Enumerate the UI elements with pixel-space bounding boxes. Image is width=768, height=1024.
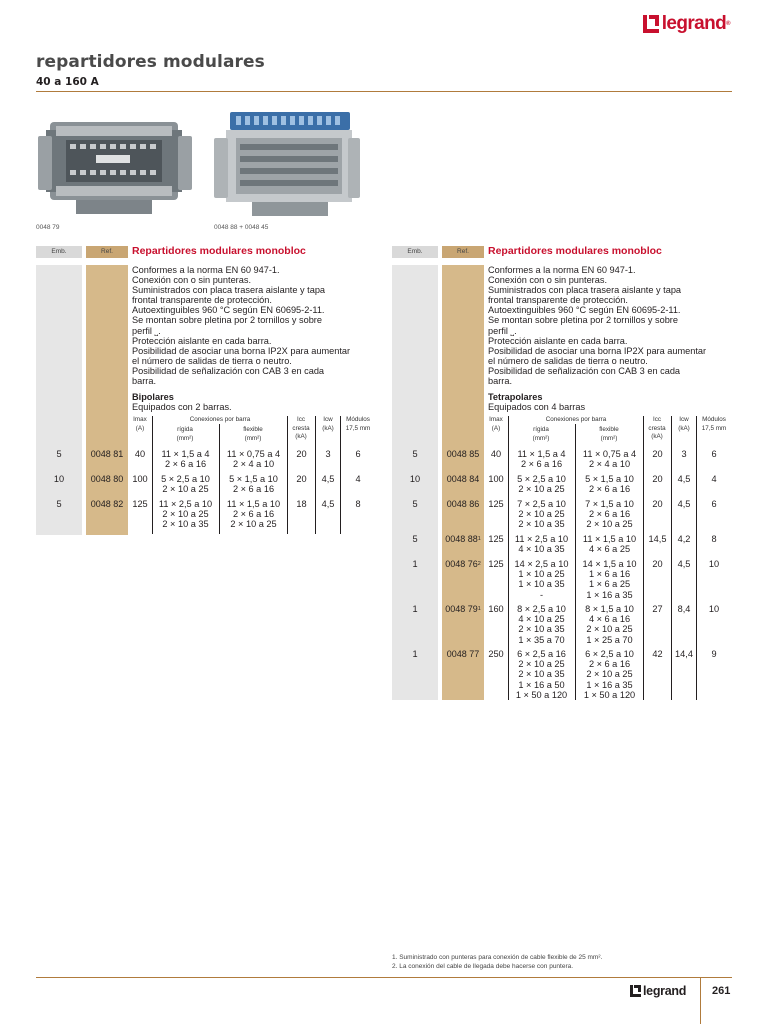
legrand-footer-logo [630,985,686,997]
table-title: Repartidores modulares monobloc [132,245,306,257]
title-divider [36,91,732,92]
section-heading: Bipolares Equipados con 2 barras. [132,392,232,413]
column-header-emb: Emb. [392,246,438,258]
image-caption: 0048 88 + 0048 45 [214,224,269,231]
column-header-icw: Icw (kA) [322,416,334,432]
column-header-imax: Imax (A) [133,416,147,432]
column-header-conexiones: Conexiones por barra [189,416,251,423]
footnote: 2. La conexión del cable de llegada debe hacerse con puntera. [392,963,574,971]
footnote: 1. Suministrado con punteras para conexión de cable flexible de 25 mm². [392,954,603,961]
column-header-conexiones: Conexiones por barra [545,416,607,423]
product-image-0048-88-0048-45 [212,108,362,220]
page-number: 261 [712,985,731,997]
footer-vertical-divider [700,978,701,1024]
column-header-imax: Imax (A) [489,416,503,432]
column-header-rigida: rígida (mm²) [176,426,194,442]
column-header-icc: Icc cresta (kA) [292,416,310,441]
legrand-logo [643,14,730,34]
table-description: Conformes a la norma EN 60 947-1. Conexión con o sin punteras. Suministrados con placa trasera aislante y tapa frontal transparente de protección. Autoextinguibles 960 °C según EN 60695-2-11. Se montan sobre pletina por 2 tornillos y sobre perfil ⎵. Protección aislante en cada barra. Posibilidad de asociar una borna IP2X para aumentar el número de salidas de tierra o neutro. Posibilidad de señalización con CAB 3 en cada barra. [132,265,351,387]
product-image-0048-79 [36,110,194,220]
table-tetrapolares: Emb. Ref. Repartidores modulares monobloc Conformes a la norma EN 60 947-1. Conexión con o sin punteras. Suministrados con placa trasera aislante y tapa frontal transparente de protección. Autoextinguibles 960 °C según EN 60695-2-11. Se montan sobre pletina por 2 tornillos y sobre perfil ⎵. Protección aislante en cada barra. Posibilidad de asociar una borna IP2X para aumentar el número de salidas de tierra o neutro. Posibilidad de señalización con CAB 3 en cada barra. Tetrapolares Equipados con 4 barras Imax (A) Conexiones por barra rígida (mm²) flexible (mm²) Icc cresta (kA) Icw (kA) Módulos 17,5 mm 5 0048 85 40 11 × 1,5 a 4 2 × 6 a 16 11 × 0,75 a 4 2 × 4 a 10 20 3 6 10 0048 84 100 5 × 2,5 a 10 2 × 10 a 25 5 × 1,5 a 10 2 × 6 a 16 20 4,5 4 5 0048 86 125 7 × 2,5 a 10 2 × 10 a 25 2 × 10 a 35 7 × 1,5 a 10 2 × 6 a 16 2 × 10 a 25 20 4,5 6 5 0048 $88^1$ 125 11 × 2,5 a 10 4 × 10 a 35 11 × 1,5 a 10 4 × 6 a 25 14,5 4,2 8 1 0048 $76^2$ 125 14 × 2,5 a 10 1 × 10 a 25 1 × 10 a 35 - 14 × 1,5 a 10 1 × 6 a 16 1 × 6 a 25 1 × 16 a 35 20 4,5 10 1 0048 $79^1$ 160 8 × 2,5 a 10 4 × 10 a 25 2 × 10 a 35 1 × 35 a 70 8 × 1,5 a 10 4 × 6 a 16 2 × 10 a 25 1 × 25 a 70 27 8,4 10 1 0048 77 250 6 × 2,5 a 16 2 × 10 a 25 2 × 10 a 35 1 × 16 a 50 1 × 50 a 120 6 × 2,5 a 10 2 × 6 a 16 2 × 10 a 25 1 × 16 a 35 1 × 50 a 120 42 14,4 9 [392,246,736,706]
footer-divider [36,977,732,978]
table-description: Conformes a la norma EN 60 947-1. Conexión con o sin punteras. Suministrados con placa trasera aislante y tapa frontal transparente de protección. Autoextinguibles 960 °C según EN 60695-2-11. Se montan sobre pletina por 2 tornillos y sobre perfil ⎵. Protección aislante en cada barra. Posibilidad de asociar una borna IP2X para aumentar el número de salidas de tierra o neutro. Posibilidad de señalización con CAB 3 en cada barra. [488,265,707,387]
legrand-logo-mark-icon [643,15,659,33]
column-header-flexible: flexible (mm²) [599,426,619,442]
column-header-rigida: rígida (mm²) [532,426,550,442]
legrand-logo-mark-icon [630,985,641,997]
column-header-icc: Icc cresta (kA) [648,416,666,441]
column-header-icw: Icw (kA) [678,416,690,432]
section-heading: Tetrapolares Equipados con 4 barras [488,392,586,413]
page-title: repartidores modulares [36,52,265,72]
legrand-wordmark: legrand [643,984,687,998]
column-header-ref: Ref. [442,246,484,258]
legrand-wordmark: legrand® [661,13,730,34]
column-header-flexible: flexible (mm²) [243,426,263,442]
column-header-ref: Ref. [86,246,128,258]
image-caption: 0048 79 [36,224,60,231]
ref-column [86,265,128,535]
table-title: Repartidores modulares monobloc [488,245,662,257]
table-bipolares: Emb. Ref. Repartidores modulares monobloc Conformes a la norma EN 60 947-1. Conexión con o sin punteras. Suministrados con placa trasera aislante y tapa frontal transparente de protección. Autoextinguibles 960 °C según EN 60695-2-11. Se montan sobre pletina por 2 tornillos y sobre perfil ⎵. Protección aislante en cada barra. Posibilidad de asociar una borna IP2X para aumentar el número de salidas de tierra o neutro. Posibilidad de señalización con CAB 3 en cada barra. Bipolares Equipados con 2 barras. Imax (A) Conexiones por barra rígida (mm²) flexible (mm²) Icc cresta (kA) Icw (kA) Módulos 17,5 mm 5 0048 81 40 11 × 1,5 a 4 2 × 6 a 16 11 × 0,75 a 4 2 × 4 a 10 20 3 6 10 0048 80 100 5 × 2,5 a 10 2 × 10 a 25 5 × 1,5 a 10 2 × 6 a 16 20 4,5 4 5 0048 82 125 11 × 2,5 a 10 2 × 10 a 25 2 × 10 a 35 11 × 1,5 a 10 2 × 6 a 16 2 × 10 a 25 18 4,5 8 [36,246,380,566]
page-subtitle: 40 a 160 A [36,76,99,88]
column-header-modulos: Módulos 17,5 mm [345,416,371,432]
column-header-emb: Emb. [36,246,82,258]
column-header-modulos: Módulos 17,5 mm [701,416,727,432]
emb-column [36,265,82,535]
footnotes [392,953,602,971]
